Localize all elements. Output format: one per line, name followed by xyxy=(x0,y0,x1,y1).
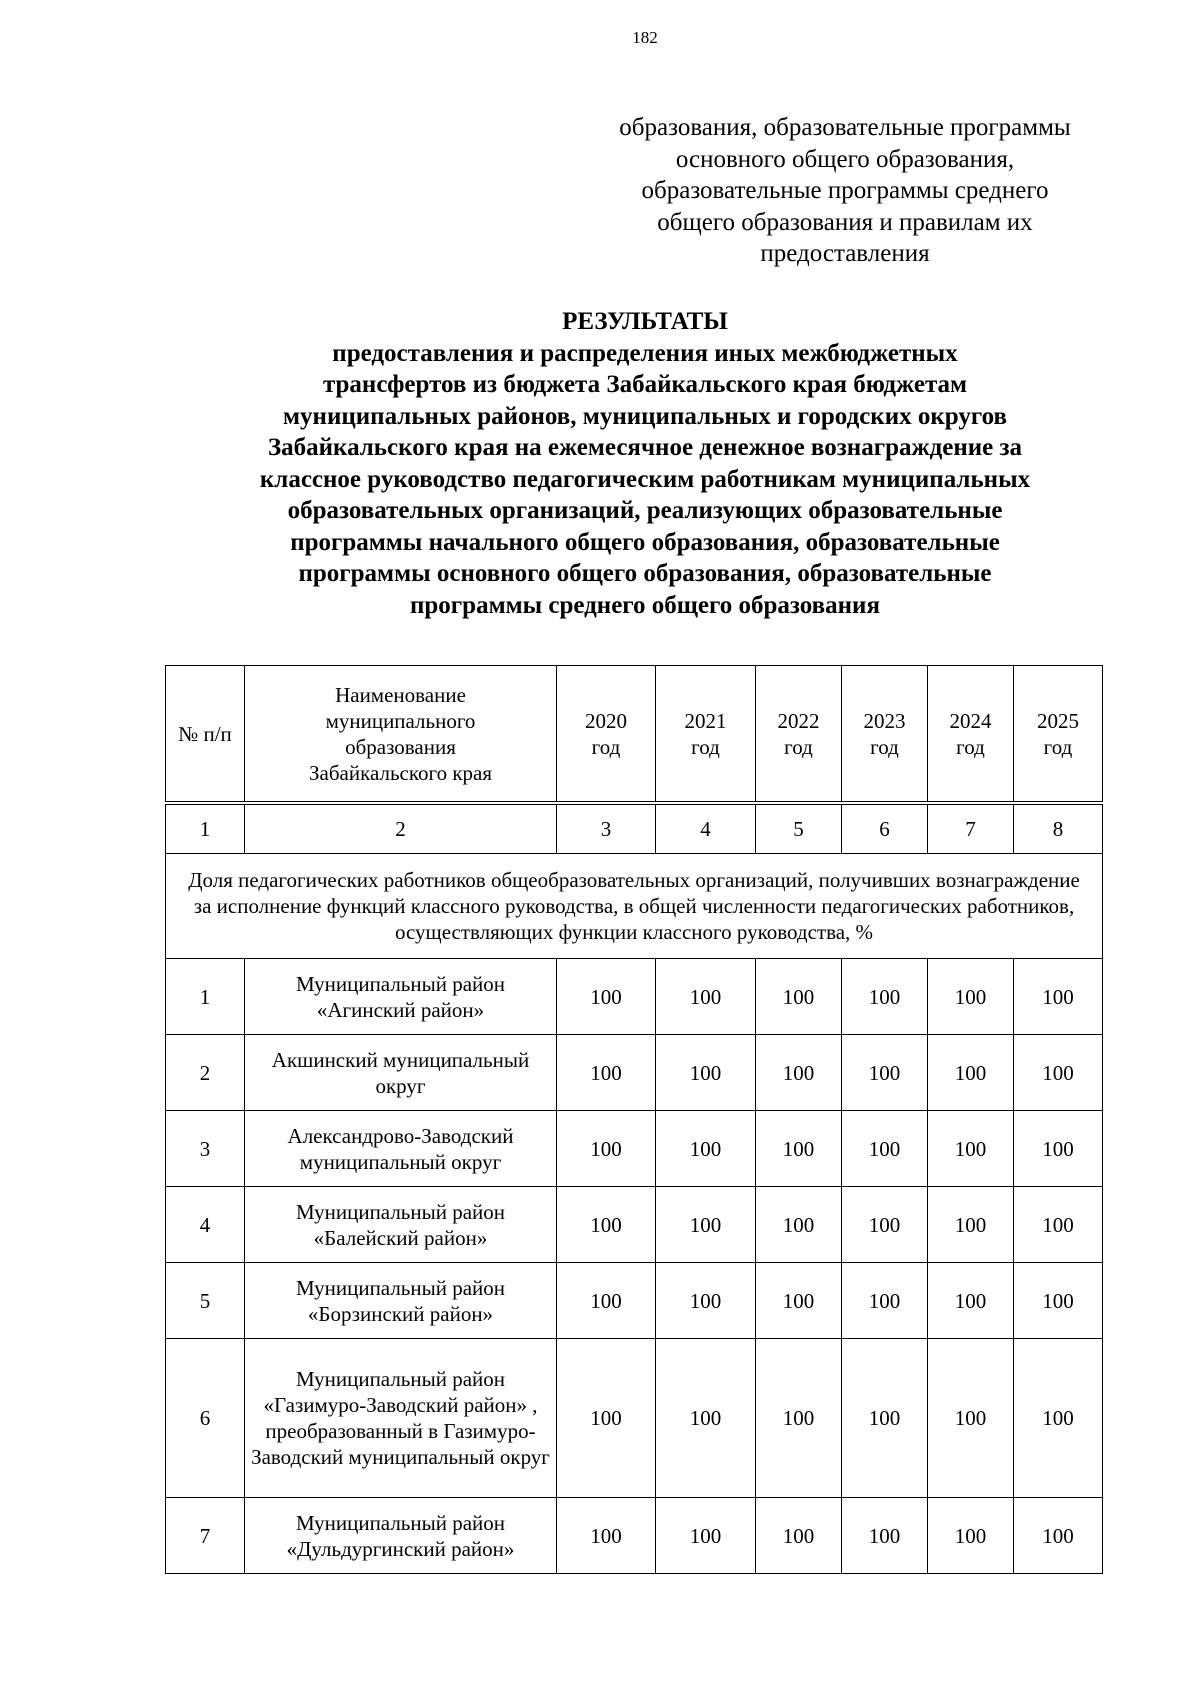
row-number-cell: 4 xyxy=(166,1187,245,1263)
subtitle-line: программы начального общего образования, образовательные xyxy=(290,528,1000,556)
subtitle-line: программы основного общего образования, образовательные xyxy=(298,560,992,587)
row-number-cell: 6 xyxy=(166,1339,245,1498)
approval-block xyxy=(580,112,1110,270)
value-cell: 100 xyxy=(842,1111,928,1187)
value-cell: 100 xyxy=(842,1187,928,1263)
results-table xyxy=(165,665,1103,1574)
value-cell: 100 xyxy=(557,1498,656,1574)
header-name-cell: Наименование муниципального образования Забайкальского края xyxy=(245,666,557,804)
value-cell: 100 xyxy=(557,1263,656,1339)
year-label: 2025 xyxy=(1037,708,1079,733)
table-row xyxy=(166,959,1103,1035)
value-cell: 100 xyxy=(1014,1187,1103,1263)
value-cell: 100 xyxy=(656,1111,756,1187)
approval-line: основного общего образования, xyxy=(675,145,1015,173)
value-cell: 100 xyxy=(842,1035,928,1111)
value-cell: 100 xyxy=(756,1263,842,1339)
year-label: 2024 xyxy=(949,708,992,733)
header-year-cell xyxy=(557,666,656,804)
year-unit: год xyxy=(591,734,621,759)
value-cell: 100 xyxy=(756,1111,842,1187)
header-year-cell xyxy=(1014,666,1103,804)
column-number-cell: 1 xyxy=(166,803,245,854)
value-cell: 100 xyxy=(756,959,842,1035)
table-row xyxy=(166,1187,1103,1263)
value-cell: 100 xyxy=(842,1339,928,1498)
value-cell: 100 xyxy=(557,959,656,1035)
year-label: 2023 xyxy=(863,708,906,733)
column-number-cell: 8 xyxy=(1014,803,1103,854)
value-cell: 100 xyxy=(928,1263,1014,1339)
header-year-cell xyxy=(842,666,928,804)
row-number-cell: 7 xyxy=(166,1498,245,1574)
row-number-cell: 3 xyxy=(166,1111,245,1187)
value-cell: 100 xyxy=(928,1187,1014,1263)
document-title-block xyxy=(160,306,1130,621)
municipality-name-cell: Муниципальный район «Борзинский район» xyxy=(245,1263,557,1339)
year-unit: год xyxy=(870,734,899,759)
column-number-cell: 6 xyxy=(842,803,928,854)
municipality-name-cell: Акшинский муниципальный округ xyxy=(245,1035,557,1111)
approval-line: образовательные программы среднего xyxy=(641,177,1049,204)
section-row xyxy=(166,854,1103,959)
value-cell: 100 xyxy=(656,1498,756,1574)
subtitle-line: образовательных организаций, реализующих образовательные xyxy=(287,497,1003,524)
table-body xyxy=(166,666,1103,1574)
value-cell: 100 xyxy=(842,1263,928,1339)
value-cell: 100 xyxy=(842,959,928,1035)
header-row xyxy=(166,666,1103,804)
subtitle-line: классное руководство педагогическим работникам муниципальных xyxy=(259,465,1031,493)
value-cell: 100 xyxy=(1014,1263,1103,1339)
table-row xyxy=(166,1498,1103,1574)
document-title: РЕЗУЛЬТАТЫ xyxy=(562,308,728,335)
year-label: 2020 xyxy=(585,708,627,733)
municipality-name-cell: Муниципальный район «Агинский район» xyxy=(245,959,557,1035)
year-unit: год xyxy=(1043,734,1073,759)
year-unit: год xyxy=(784,734,813,759)
year-label: 2022 xyxy=(777,708,820,733)
table-row xyxy=(166,1263,1103,1339)
value-cell: 100 xyxy=(1014,1339,1103,1498)
subtitle-line: муниципальных районов, муниципальных и городских округов xyxy=(283,402,1007,430)
column-number-cell: 5 xyxy=(756,803,842,854)
value-cell: 100 xyxy=(756,1498,842,1574)
header-number-cell: № п/п xyxy=(166,666,245,804)
value-cell: 100 xyxy=(1014,1498,1103,1574)
year-label: 2021 xyxy=(684,708,727,733)
value-cell: 100 xyxy=(928,1111,1014,1187)
subtitle-line: трансфертов из бюджета Забайкальского края бюджетам xyxy=(322,371,968,398)
value-cell: 100 xyxy=(756,1035,842,1111)
year-unit: год xyxy=(691,734,720,759)
column-number-cell: 3 xyxy=(557,803,656,854)
value-cell: 100 xyxy=(1014,1111,1103,1187)
table-row xyxy=(166,1111,1103,1187)
header-year-cell xyxy=(756,666,842,804)
subtitle-line: предоставления и распределения иных межбюджетных xyxy=(332,339,958,367)
header-year-cell xyxy=(656,666,756,804)
table-row xyxy=(166,1035,1103,1111)
value-cell: 100 xyxy=(1014,1035,1103,1111)
column-number-cell: 7 xyxy=(928,803,1014,854)
municipality-name-cell: Александрово-Заводский муниципальный округ xyxy=(245,1111,557,1187)
value-cell: 100 xyxy=(928,1339,1014,1498)
municipality-name-cell: Муниципальный район «Дульдургинский район» xyxy=(245,1498,557,1574)
page-number: 182 xyxy=(632,28,658,47)
value-cell: 100 xyxy=(928,959,1014,1035)
value-cell: 100 xyxy=(656,1187,756,1263)
row-number-cell: 5 xyxy=(166,1263,245,1339)
table-row xyxy=(166,1339,1103,1498)
approval-line: образования, образовательные программы xyxy=(619,114,1071,141)
subtitle-line: Забайкальского края на ежемесячное денежное вознаграждение за xyxy=(267,434,1023,461)
year-unit: год xyxy=(956,734,985,759)
value-cell: 100 xyxy=(756,1339,842,1498)
municipality-name-cell: Муниципальный район «Газимуро-Заводский район» , преобразованный в Газимуро-Заводский муниципальный округ xyxy=(245,1339,557,1498)
approval-line: предоставления xyxy=(760,240,930,267)
approval-line: общего образования и правилам их xyxy=(657,208,1033,236)
municipality-name-cell: Муниципальный район «Балейский район» xyxy=(245,1187,557,1263)
value-cell: 100 xyxy=(928,1035,1014,1111)
subtitle-line: программы среднего общего образования xyxy=(410,591,880,619)
column-number-cell: 2 xyxy=(245,803,557,854)
value-cell: 100 xyxy=(656,1263,756,1339)
column-number-cell: 4 xyxy=(656,803,756,854)
value-cell: 100 xyxy=(656,1035,756,1111)
value-cell: 100 xyxy=(557,1111,656,1187)
value-cell: 100 xyxy=(656,1339,756,1498)
value-cell: 100 xyxy=(928,1498,1014,1574)
value-cell: 100 xyxy=(557,1035,656,1111)
header-year-cell xyxy=(928,666,1014,804)
value-cell: 100 xyxy=(842,1498,928,1574)
value-cell: 100 xyxy=(557,1339,656,1498)
value-cell: 100 xyxy=(756,1187,842,1263)
row-number-cell: 1 xyxy=(166,959,245,1035)
section-title-cell: Доля педагогических работников общеобразовательных организаций, получивших вознаграждение за исполнение функций классного руководства, в общей численности педагогических работников, осуществляющих функции классного руководства, % xyxy=(166,854,1103,959)
value-cell: 100 xyxy=(656,959,756,1035)
value-cell: 100 xyxy=(1014,959,1103,1035)
value-cell: 100 xyxy=(557,1187,656,1263)
column-numbers-row xyxy=(166,803,1103,854)
row-number-cell: 2 xyxy=(166,1035,245,1111)
